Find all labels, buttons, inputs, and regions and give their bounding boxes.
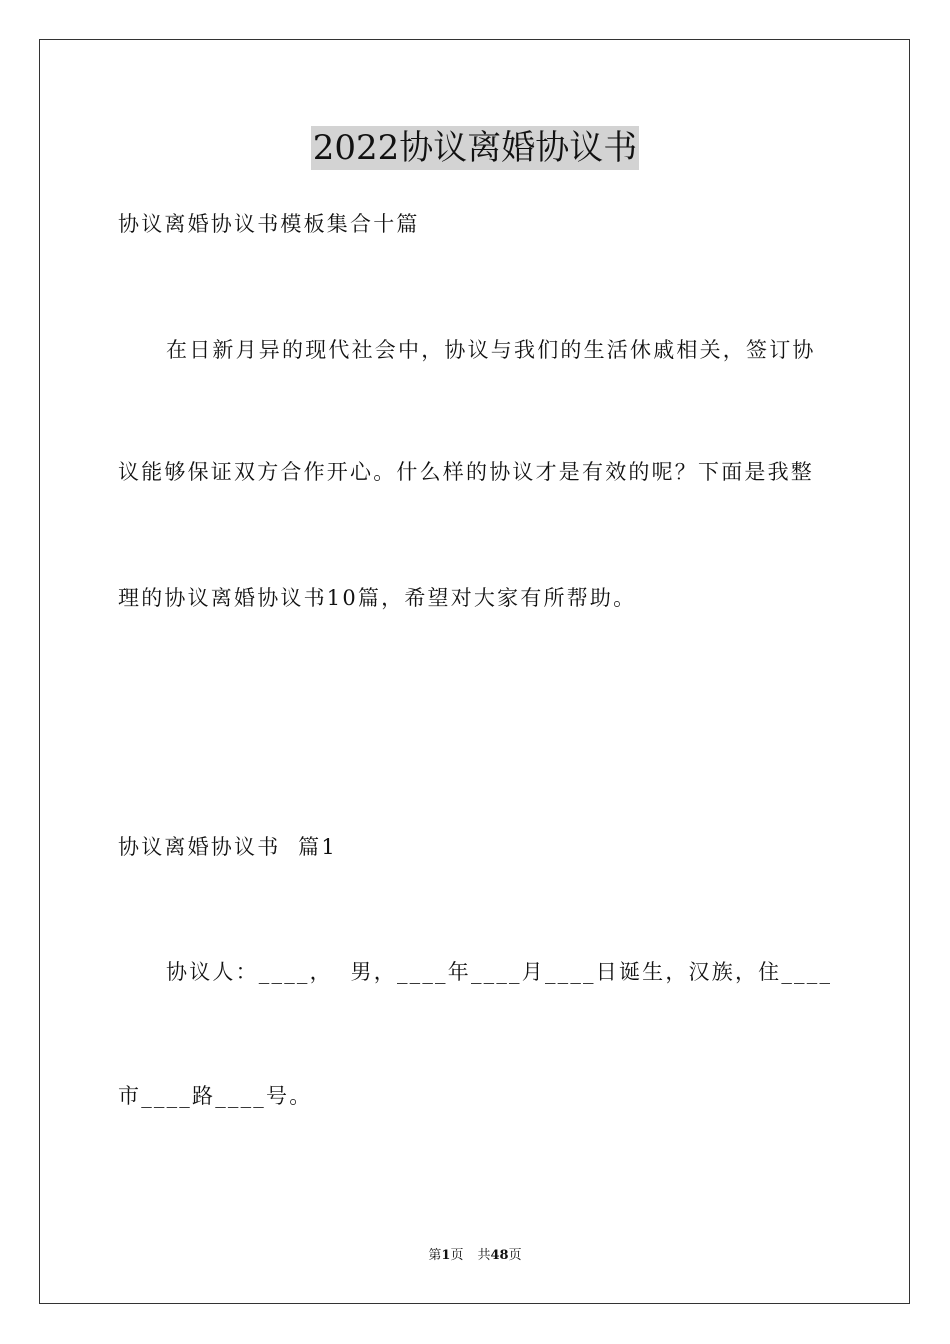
page-footer [0, 1247, 950, 1265]
footer-total-unit: 页 [508, 1248, 522, 1263]
footer-page-current: 1 [441, 1248, 451, 1263]
document-subtitle: 协议离婚协议书模板集合十篇 [118, 212, 420, 236]
agreement-party-line-2: 市____路____号。 [118, 1084, 313, 1108]
intro-paragraph-line-3: 理的协议离婚协议书10篇，希望对大家有所帮助。 [118, 586, 637, 610]
footer-page-total: 48 [490, 1248, 509, 1263]
footer-total-prefix: 共 [477, 1248, 491, 1263]
document-title [0, 126, 950, 170]
section-heading: 协议离婚协议书 篇1 [118, 835, 337, 859]
intro-paragraph-line-1: 在日新月异的现代社会中，协议与我们的生活休戚相关，签订协 [166, 338, 816, 362]
document-title-text: 2022协议离婚协议书 [312, 128, 638, 168]
intro-paragraph-line-2: 议能够保证双方合作开心。什么样的协议才是有效的呢？下面是我整 [118, 460, 814, 484]
footer-page-unit: 页 [450, 1248, 464, 1263]
agreement-party-line-1: 协议人：____， 男，____年____月____日诞生，汉族，住____ [166, 960, 833, 984]
footer-page-prefix: 第 [428, 1248, 442, 1263]
